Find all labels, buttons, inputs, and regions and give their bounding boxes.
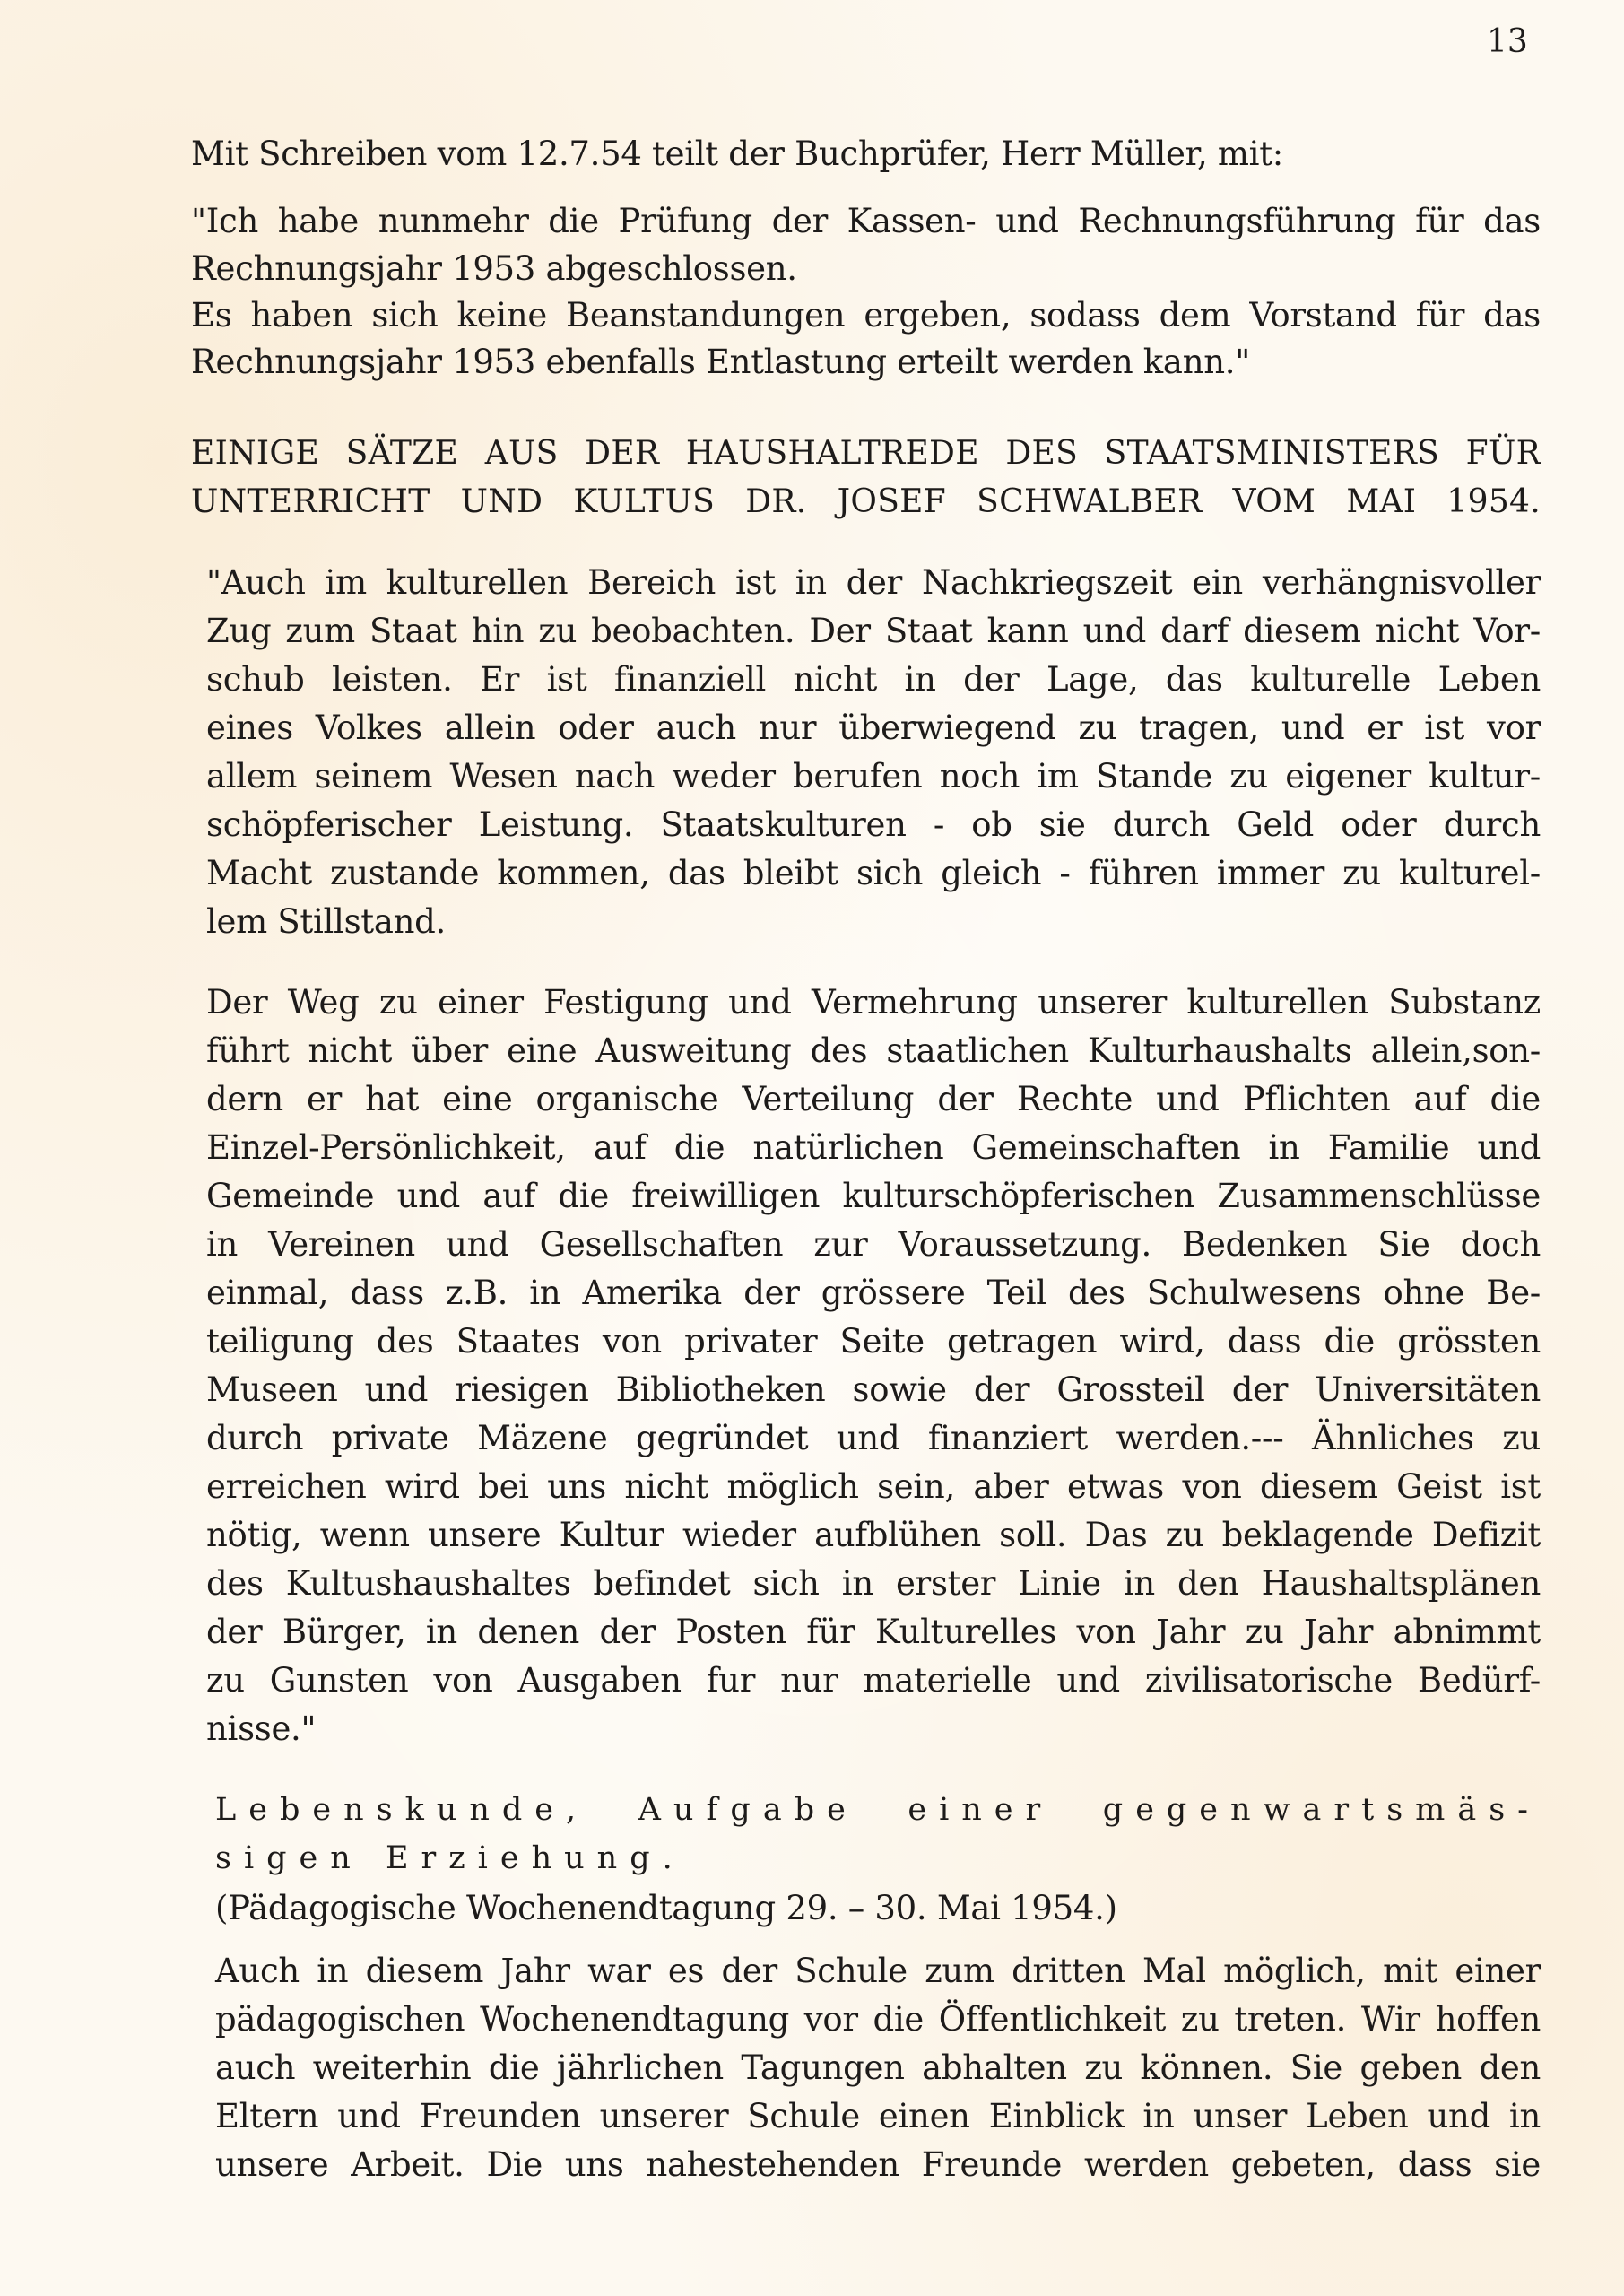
text-line: dern er hat eine organische Verteilung der Rechte und Pflichten auf die xyxy=(206,1080,1541,1118)
text-line: teiligung des Staates von privater Seite getragen wird, dass die grössten xyxy=(206,1322,1541,1361)
page-number: 13 xyxy=(1487,23,1528,60)
section-title-line: sigen Erziehung. xyxy=(215,1840,685,1876)
text-line: lem Stillstand. xyxy=(206,902,446,941)
heading-line: UNTERRICHT UND KULTUS DR. JOSEF SCHWALBER VOM MAI 1954. xyxy=(191,483,1541,520)
quote-line: Es haben sich keine Beanstandungen ergeben, sodass dem Vorstand für das xyxy=(191,296,1541,335)
text-line: auch weiterhin die jährlichen Tagungen abhalten zu können. Sie geben den xyxy=(215,2048,1541,2087)
text-line: Auch in diesem Jahr war es der Schule zum dritten Mal möglich, mit einer xyxy=(215,1952,1541,1990)
text-line: unsere Arbeit. Die uns nahestehenden Freunde werden gebeten, dass sie xyxy=(215,2145,1541,2184)
text-line: Museen und riesigen Bibliotheken sowie der Grossteil der Universitäten xyxy=(206,1370,1541,1409)
text-line: nisse." xyxy=(206,1709,317,1748)
text-line: durch private Mäzene gegründet und finanziert werden.--- Ähnliches zu xyxy=(206,1419,1541,1457)
text-line: Einzel-Persönlichkeit, auf die natürlichen Gemeinschaften in Familie und xyxy=(206,1128,1541,1167)
text-line: einmal, dass z.B. in Amerika der grössere Teil des Schulwesens ohne Be- xyxy=(206,1274,1541,1312)
text-line: Macht zustande kommen, das bleibt sich gleich - führen immer zu kulturel- xyxy=(206,854,1541,892)
section-title-line: Lebenskunde, Aufgabe einer gegenwartsmäs- xyxy=(215,1792,1541,1828)
section-subtitle: (Pädagogische Wochenendtagung 29. – 30. Mai 1954.) xyxy=(215,1889,1117,1927)
text-line: in Vereinen und Gesellschaften zur Voraussetzung. Bedenken Sie doch xyxy=(206,1225,1541,1264)
text-line: nötig, wenn unsere Kultur wieder aufblühen soll. Das zu beklagende Defizit xyxy=(206,1516,1541,1554)
text-line: erreichen wird bei uns nicht möglich sein, aber etwas von diesem Geist ist xyxy=(206,1467,1541,1506)
quote-line: "Ich habe nunmehr die Prüfung der Kassen- und Rechnungsführung für das xyxy=(191,202,1541,240)
quote-line: Rechnungsjahr 1953 abgeschlossen. xyxy=(191,249,797,288)
quote-line: Rechnungsjahr 1953 ebenfalls Entlastung erteilt werden kann." xyxy=(191,343,1250,381)
text-line: pädagogischen Wochenendtagung vor die Öffentlichkeit zu treten. Wir hoffen xyxy=(215,2000,1541,2039)
text-line: Zug zum Staat hin zu beobachten. Der Staat kann und darf diesem nicht Vor- xyxy=(206,612,1541,650)
text-line: Der Weg zu einer Festigung und Vermehrung unserer kulturellen Substanz xyxy=(206,983,1541,1022)
text-line: Eltern und Freunden unserer Schule einen Einblick in unser Leben und in xyxy=(215,2097,1541,2135)
heading-line: EINIGE SÄTZE AUS DER HAUSHALTREDE DES STAATSMINISTERS FÜR xyxy=(191,435,1541,472)
text-line: führt nicht über eine Ausweitung des staatlichen Kulturhaushalts allein,son- xyxy=(206,1031,1541,1070)
intro-line: Mit Schreiben vom 12.7.54 teilt der Buchprüfer, Herr Müller, mit: xyxy=(191,135,1283,173)
text-line: zu Gunsten von Ausgaben fur nur materielle und zivilisatorische Bedürf- xyxy=(206,1661,1541,1700)
text-line: Gemeinde und auf die freiwilligen kulturschöpferischen Zusammenschlüsse xyxy=(206,1177,1541,1215)
text-line: schub leisten. Er ist finanziell nicht in der Lage, das kulturelle Leben xyxy=(206,660,1541,699)
text-line: des Kultushaushaltes befindet sich in erster Linie in den Haushaltsplänen xyxy=(206,1564,1541,1603)
text-line: schöpferischer Leistung. Staatskulturen - ob sie durch Geld oder durch xyxy=(206,805,1541,844)
text-line: "Auch im kulturellen Bereich ist in der Nachkriegszeit ein verhängnisvoller xyxy=(206,563,1541,602)
text-line: der Bürger, in denen der Posten für Kulturelles von Jahr zu Jahr abnimmt xyxy=(206,1613,1541,1651)
text-line: allem seinem Wesen nach weder berufen noch im Stande zu eigener kultur- xyxy=(206,757,1541,796)
text-line: eines Volkes allein oder auch nur überwiegend zu tragen, und er ist vor xyxy=(206,709,1541,747)
